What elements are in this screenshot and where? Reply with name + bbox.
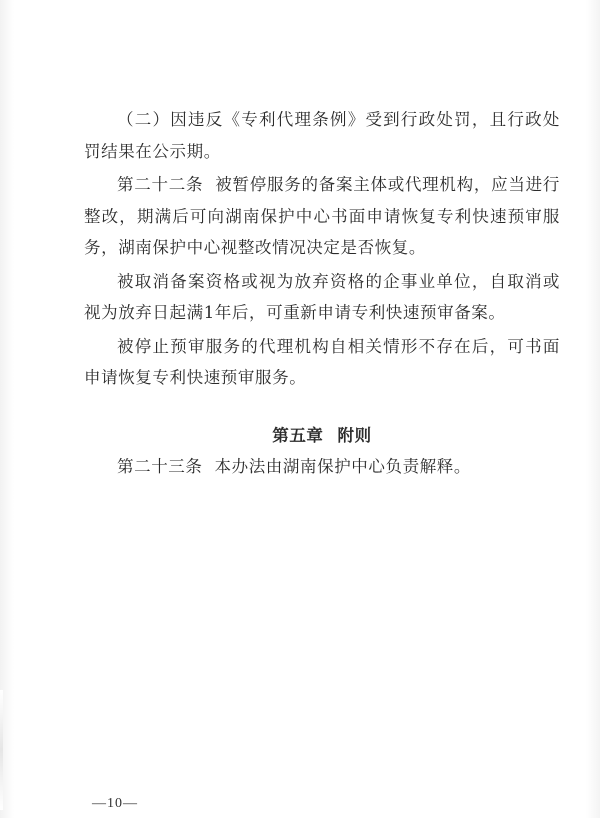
paragraph-text: 被停止预审服务的代理机构自相关情形不存在后，可书面申请恢复专利快速预审服务。 (84, 336, 560, 387)
paragraph-text: 被取消备案资格或视为放弃资格的企事业单位，自取消或视为放弃日起满1年后，可重新申请专利快速预审备案。 (84, 271, 560, 322)
document-body (84, 104, 560, 483)
article-23-paragraph (84, 451, 560, 483)
chapter-number: 第五章 (272, 425, 324, 445)
paragraph-text: （二）因违反《专利代理条例》受到行政处罚，且行政处罚结果在公示期。 (84, 110, 560, 161)
cancellation-paragraph (84, 266, 560, 329)
article-text: 被暂停服务的备案主体或代理机构，应当进行整改，期满后可向湖南保护中心书面申请恢复专利快速预审服务，湖南保护中心视整改情况决定是否恢复。 (84, 175, 561, 257)
article-number: 第二十二条 (117, 175, 204, 194)
chapter-title: 附则 (337, 425, 372, 445)
scan-edge-mark (0, 690, 3, 810)
article-22-paragraph (84, 169, 560, 264)
article-number: 第二十三条 (117, 457, 203, 476)
article-text: 本办法由湖南保护中心负责解释。 (214, 457, 471, 476)
paragraph-item-2 (84, 104, 560, 167)
suspension-recovery-paragraph (84, 331, 560, 394)
page-number: —10— (92, 796, 138, 811)
chapter-heading (84, 420, 560, 452)
